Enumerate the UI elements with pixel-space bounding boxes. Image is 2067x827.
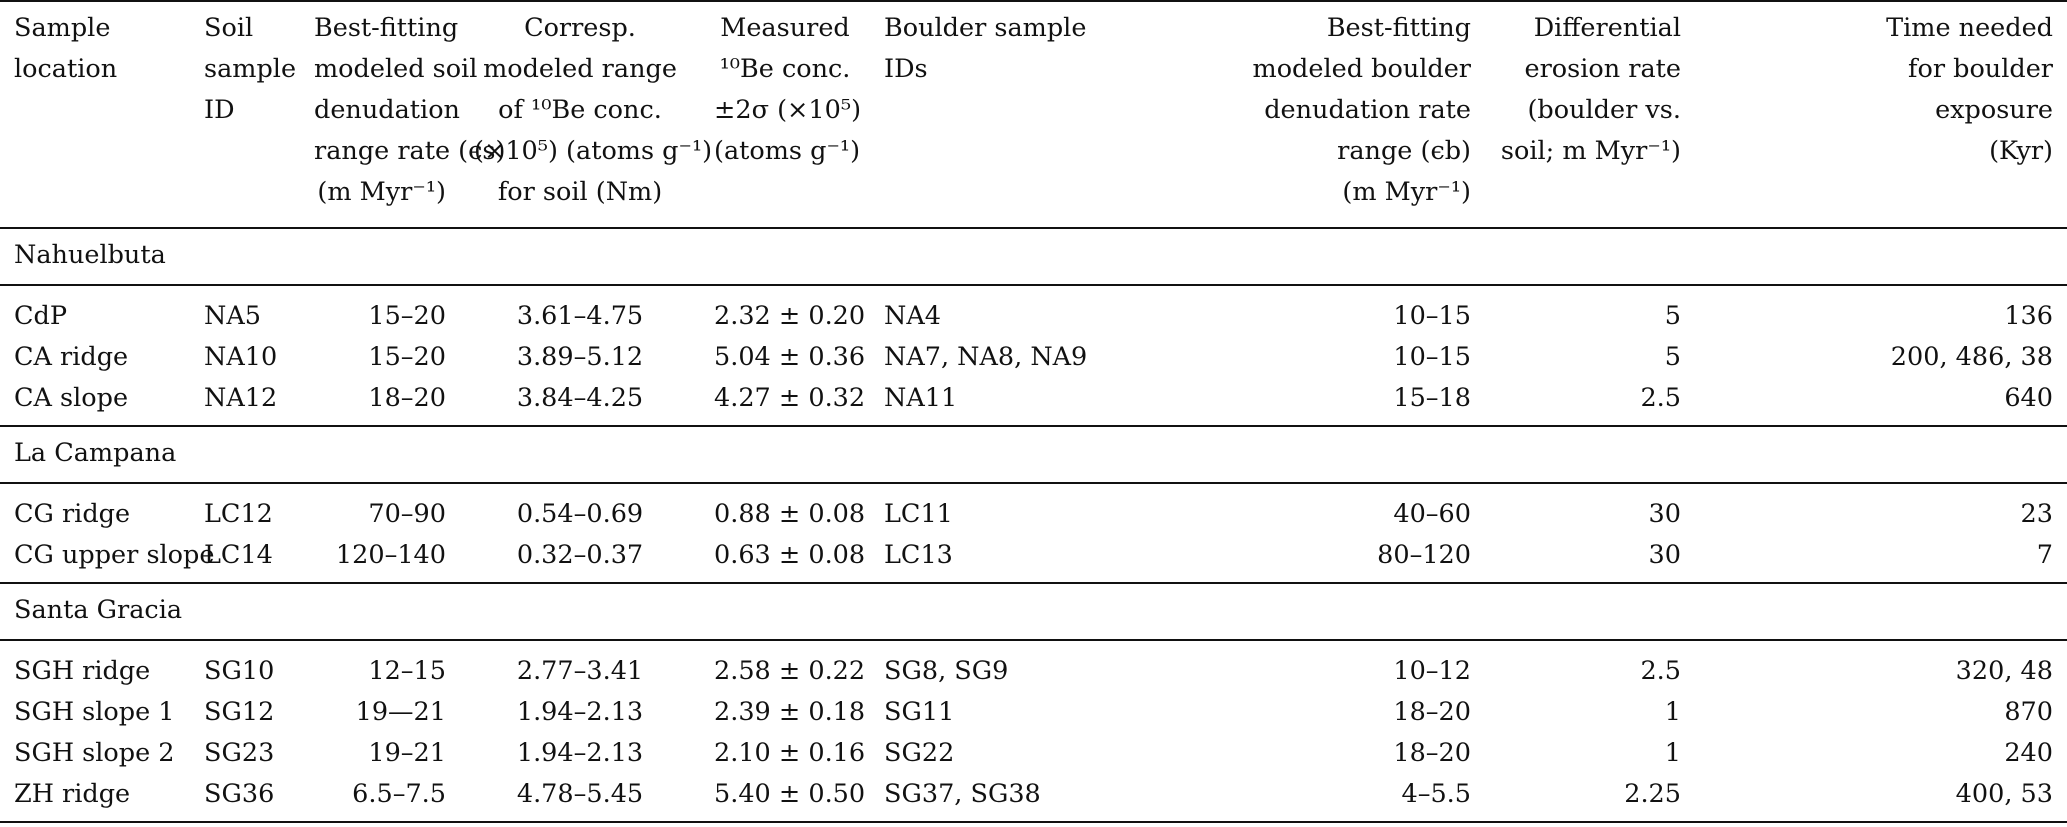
header-line: modeled boulder [1252, 54, 1471, 84]
cell-sample-location: SGH slope 1 [14, 697, 175, 727]
cell-soil-sample-id: LC12 [204, 499, 273, 529]
cell-boulder-sample-ids: SG11 [884, 697, 955, 727]
header-line: Time needed [1886, 13, 2053, 43]
cell-boulder-denudation-rate: 18–20 [1393, 738, 1471, 768]
cell-soil-sample-id: NA10 [204, 342, 278, 372]
cell-sample-location: CdP [14, 301, 67, 331]
cell-differential-erosion-rate: 1 [1664, 697, 1681, 727]
cell-modeled-be-conc: 0.32–0.37 [460, 535, 700, 583]
cell-differential-erosion-rate: 2.5 [1485, 378, 1695, 426]
cell-soil-denudation-rate: 15–20 [368, 301, 446, 331]
header-line: ID [204, 95, 235, 125]
table-row [0, 483, 2067, 535]
cell-exposure-time: 640 [1695, 378, 2067, 426]
cell-exposure-time: 200, 486, 38 [1890, 342, 2053, 372]
cell-soil-denudation-rate: 6.5–7.5 [300, 774, 460, 822]
cell-boulder-sample-ids: LC11 [884, 499, 953, 529]
cell-exposure-time: 23 [2020, 499, 2053, 529]
cell-boulder-sample-ids: SG22 [884, 738, 955, 768]
header-line: (boulder vs. [1527, 95, 1681, 125]
cell-boulder-sample-ids: SG37, SG38 [870, 774, 1110, 822]
cell-sample-location: CA slope [0, 378, 190, 426]
section-title: Santa Gracia [0, 583, 2067, 640]
cell-soil-denudation-rate: 18–20 [300, 378, 460, 426]
cell-differential-erosion-rate: 2.25 [1485, 774, 1695, 822]
header-line: IDs [884, 54, 928, 84]
header-row [0, 1, 2067, 228]
header-line: ¹⁰Be conc. [719, 54, 851, 84]
cell-boulder-sample-ids: NA4 [884, 301, 941, 331]
table-row [0, 733, 2067, 774]
cell-soil-denudation-rate: 120–140 [300, 535, 460, 583]
cell-modeled-be-conc: 1.94–2.13 [516, 697, 644, 727]
cell-measured-be-conc: 4.27 ± 0.32 [700, 378, 870, 426]
table-row [0, 640, 2067, 692]
header-line: erosion rate [1524, 54, 1681, 84]
header-line: modeled range [483, 54, 677, 84]
cell-measured-be-conc: 2.58 ± 0.22 [714, 656, 866, 686]
cell-measured-be-conc: 5.40 ± 0.50 [700, 774, 870, 822]
cell-modeled-be-conc: 2.77–3.41 [516, 656, 644, 686]
cell-boulder-sample-ids: NA7, NA8, NA9 [884, 342, 1088, 372]
cell-measured-be-conc: 2.39 ± 0.18 [714, 697, 866, 727]
cell-differential-erosion-rate: 5 [1664, 301, 1681, 331]
section-row [0, 228, 2067, 285]
cell-measured-be-conc: 2.10 ± 0.16 [714, 738, 866, 768]
header-sample-location [0, 1, 190, 228]
header-line: for soil (Nm) [497, 177, 663, 207]
table-row [0, 774, 2067, 822]
cell-soil-sample-id: NA5 [204, 301, 261, 331]
header-boulder-denudation-rate [1110, 1, 1485, 228]
header-line: denudation rate [1264, 95, 1471, 125]
cell-measured-be-conc: 0.88 ± 0.08 [714, 499, 866, 529]
header-line: (m Myr⁻¹) [317, 177, 446, 207]
header-line: Differential [1533, 13, 1681, 43]
header-exposure-time [1695, 1, 2067, 228]
cell-differential-erosion-rate: 5 [1664, 342, 1681, 372]
cell-soil-denudation-rate: 70–90 [368, 499, 446, 529]
cell-differential-erosion-rate: 30 [1648, 499, 1681, 529]
cell-boulder-sample-ids: SG8, SG9 [884, 656, 1009, 686]
cell-differential-erosion-rate: 30 [1485, 535, 1695, 583]
header-line: Corresp. [524, 13, 636, 43]
header-line: for boulder [1908, 54, 2053, 84]
cell-sample-location: CA ridge [14, 342, 129, 372]
cell-soil-denudation-rate: 15–20 [368, 342, 446, 372]
cell-boulder-denudation-rate: 15–18 [1110, 378, 1485, 426]
cell-exposure-time: 870 [2004, 697, 2053, 727]
cell-modeled-be-conc: 4.78–5.45 [460, 774, 700, 822]
header-line: Boulder sample [884, 13, 1087, 43]
header-line: Measured [720, 13, 850, 43]
cell-sample-location: CG ridge [14, 499, 131, 529]
table-row [0, 692, 2067, 733]
header-line: Sample [14, 13, 111, 43]
cell-soil-sample-id: SG12 [204, 697, 275, 727]
cell-measured-be-conc: 2.32 ± 0.20 [714, 301, 866, 331]
section-row [0, 583, 2067, 640]
cell-sample-location: SGH slope 2 [14, 738, 175, 768]
header-line: range (ϵb) [1337, 136, 1471, 166]
cell-exposure-time: 136 [2004, 301, 2053, 331]
cell-exposure-time: 320, 48 [1955, 656, 2053, 686]
cell-modeled-be-conc: 1.94–2.13 [516, 738, 644, 768]
table-row [0, 535, 2067, 583]
header-line: exposure [1935, 95, 2053, 125]
table-body [0, 228, 2067, 822]
section-row [0, 426, 2067, 483]
cell-measured-be-conc: 0.63 ± 0.08 [700, 535, 870, 583]
header-soil-denudation-rate [300, 1, 506, 228]
cell-modeled-be-conc: 3.84–4.25 [460, 378, 700, 426]
cell-boulder-denudation-rate: 10–15 [1393, 301, 1471, 331]
cell-exposure-time: 7 [1695, 535, 2067, 583]
section-title: La Campana [0, 426, 2067, 483]
cell-exposure-time: 400, 53 [1695, 774, 2067, 822]
header-differential-erosion-rate [1485, 1, 1695, 228]
cell-soil-sample-id: SG10 [204, 656, 275, 686]
cell-soil-denudation-rate: 19–21 [368, 738, 446, 768]
cell-boulder-denudation-rate: 10–15 [1393, 342, 1471, 372]
header-soil-sample-id [190, 1, 300, 228]
header-line: location [14, 54, 118, 84]
header-modeled-be-conc [460, 1, 713, 228]
header-line: (×10⁵) (atoms g⁻¹) [474, 136, 713, 166]
table-row [0, 337, 2067, 378]
cell-soil-denudation-rate: 19—21 [355, 697, 446, 727]
cell-boulder-denudation-rate: 80–120 [1110, 535, 1485, 583]
cell-differential-erosion-rate: 2.5 [1640, 656, 1681, 686]
cell-sample-location: ZH ridge [0, 774, 190, 822]
header-line: Soil [204, 13, 254, 43]
cell-modeled-be-conc: 3.61–4.75 [516, 301, 644, 331]
cell-boulder-denudation-rate: 18–20 [1393, 697, 1471, 727]
header-line: range rate (ϵs) [314, 136, 506, 166]
header-line: (Kyr) [1989, 136, 2053, 166]
header-boulder-sample-ids [870, 1, 1110, 228]
cell-measured-be-conc: 5.04 ± 0.36 [714, 342, 866, 372]
cell-sample-location: CG upper slope [0, 535, 190, 583]
cell-soil-sample-id: NA12 [190, 378, 300, 426]
cell-modeled-be-conc: 0.54–0.69 [516, 499, 644, 529]
header-line: soil; m Myr⁻¹) [1500, 136, 1681, 166]
cell-soil-sample-id: SG36 [190, 774, 300, 822]
header-line: Best-fitting [1326, 13, 1471, 43]
cell-sample-location: SGH ridge [14, 656, 151, 686]
cell-soil-sample-id: SG23 [204, 738, 275, 768]
cell-exposure-time: 240 [2004, 738, 2053, 768]
header-line: of ¹⁰Be conc. [498, 95, 662, 125]
cell-modeled-be-conc: 3.89–5.12 [516, 342, 644, 372]
header-line: sample [204, 54, 297, 84]
header-line: (m Myr⁻¹) [1342, 177, 1471, 207]
cell-boulder-denudation-rate: 40–60 [1393, 499, 1471, 529]
cell-soil-sample-id: LC14 [190, 535, 300, 583]
cell-differential-erosion-rate: 1 [1664, 738, 1681, 768]
header-line: denudation [314, 95, 460, 125]
header-line: (atoms g⁻¹) [714, 136, 861, 166]
cell-boulder-denudation-rate: 10–12 [1393, 656, 1471, 686]
header-line: modeled soil [314, 54, 478, 84]
header-line: Best-fitting [314, 13, 459, 43]
section-title: Nahuelbuta [0, 228, 2067, 285]
table-row [0, 285, 2067, 337]
cell-soil-denudation-rate: 12–15 [368, 656, 446, 686]
cell-boulder-sample-ids: NA11 [870, 378, 1110, 426]
header-measured-be-conc [700, 1, 870, 228]
header-line: ±2σ (×10⁵) [714, 95, 862, 125]
table-row [0, 378, 2067, 426]
cell-boulder-sample-ids: LC13 [870, 535, 1110, 583]
cell-boulder-denudation-rate: 4–5.5 [1110, 774, 1485, 822]
